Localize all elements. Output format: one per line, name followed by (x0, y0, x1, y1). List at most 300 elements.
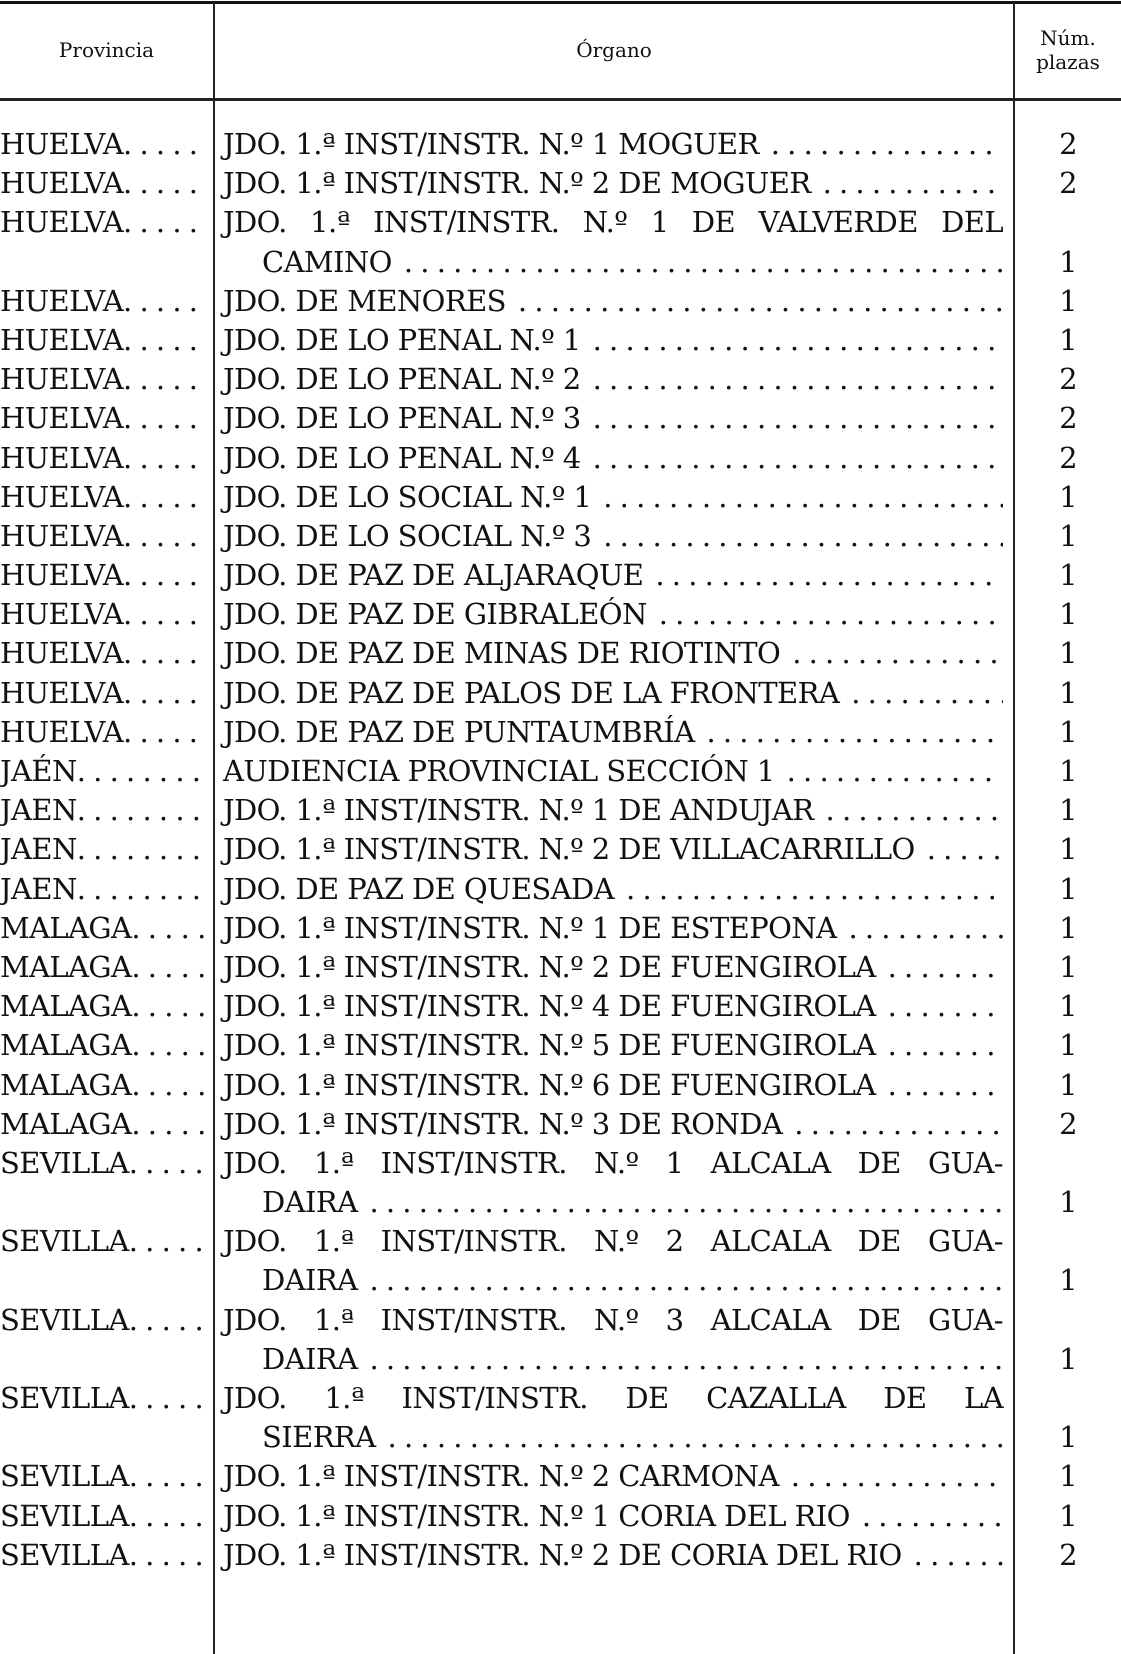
provincia-name: SEVILLA (0, 1381, 129, 1415)
row-line (0, 125, 1121, 164)
header-rule (0, 98, 1121, 101)
row-line (0, 1301, 1121, 1340)
table-row (0, 634, 1121, 673)
provincia-name: MALAGA (0, 1106, 132, 1141)
table-row (0, 1026, 1121, 1065)
table-row (0, 1066, 1121, 1105)
table-row (0, 282, 1121, 321)
table-row (0, 399, 1121, 438)
table-row (0, 752, 1121, 791)
organo-text: JDO. 1.ª INST/INSTR. N.º 1 DE ESTEPONA (223, 910, 837, 945)
table-row (0, 203, 1121, 281)
leader-dots (131, 987, 208, 1026)
provincia-name: HUELVA (0, 322, 124, 357)
leader-dots (792, 634, 1003, 673)
organo-text: JDO. 1.ª INST/INSTR. N.º 2 ALCALA DE GUA- (223, 1224, 1003, 1259)
table-row (0, 909, 1121, 948)
provincia-cell (0, 1105, 208, 1144)
organo-cell (223, 360, 1003, 399)
provincia-name: HUELVA (0, 440, 124, 475)
leader-dots (77, 791, 208, 830)
organo-text: JDO. 1.ª INST/INSTR. N.º 1 DE VALVERDE DEL (223, 205, 1003, 240)
provincia-name: SEVILLA (0, 1459, 129, 1494)
table-row (0, 360, 1121, 399)
leader-dots (129, 1497, 208, 1536)
organo-cell (223, 1497, 1003, 1536)
row-line (0, 517, 1121, 556)
plazas-cell: 1 (1059, 636, 1077, 671)
provincia-name: MALAGA (0, 1067, 132, 1102)
row-line (0, 1497, 1121, 1536)
table-row (0, 713, 1121, 752)
provincia-cell (0, 948, 208, 987)
leader-dots (888, 948, 1003, 987)
leader-dots (123, 203, 208, 242)
leader-dots (123, 282, 208, 321)
plazas-cell: 2 (1059, 1537, 1077, 1572)
leader-dots (123, 399, 208, 438)
plazas-cell: 1 (1059, 1420, 1077, 1455)
organo-cell (223, 1105, 1003, 1144)
leader-dots (388, 1418, 1003, 1457)
leader-dots (659, 595, 1003, 634)
leader-dots (123, 439, 208, 478)
leader-dots (927, 830, 1003, 869)
provincia-name: HUELVA (0, 714, 124, 749)
provincia-cell (0, 713, 208, 752)
table-row (0, 1222, 1121, 1300)
leader-dots (123, 478, 208, 517)
plazas-cell: 1 (1059, 949, 1077, 984)
plazas-cell: 1 (1059, 244, 1077, 279)
row-line (0, 674, 1121, 713)
organo-cell (262, 243, 1003, 282)
organo-cell (262, 1418, 1003, 1457)
leader-dots (888, 987, 1003, 1026)
leader-dots (123, 517, 208, 556)
row-line (0, 399, 1121, 438)
provincia-cell (0, 1222, 208, 1261)
plazas-cell: 1 (1059, 1263, 1077, 1298)
organo-text: JDO. 1.ª INST/INSTR. N.º 4 DE FUENGIROLA (223, 989, 876, 1024)
table-row (0, 1379, 1121, 1457)
table-row (0, 1301, 1121, 1379)
table-row (0, 1536, 1121, 1575)
organo-text: CAMINO (262, 244, 392, 279)
provincia-cell (0, 674, 208, 713)
row-line (0, 203, 1121, 242)
organo-text: JDO. 1.ª INST/INSTR. N.º 3 ALCALA DE GUA- (223, 1302, 1003, 1337)
organo-cell (223, 713, 1003, 752)
provincia-cell (0, 870, 208, 909)
organo-text: JDO. DE PAZ DE PALOS DE LA FRONTERA (223, 675, 840, 710)
provincia-name: JAÉN (0, 754, 77, 788)
provincia-name: HUELVA (0, 479, 124, 514)
provincia-cell (0, 1066, 208, 1105)
row-line (0, 556, 1121, 595)
row-line (0, 1222, 1121, 1261)
provincia-cell (0, 909, 208, 948)
organo-cell (223, 791, 1003, 830)
table-row (0, 791, 1121, 830)
leader-dots (791, 1457, 1003, 1496)
organo-cell (223, 1301, 1003, 1340)
provincia-cell (0, 439, 208, 478)
provincia-name: JAEN (0, 871, 77, 906)
leader-dots (603, 478, 1003, 517)
plazas-cell: 1 (1059, 754, 1077, 788)
provincia-cell (0, 360, 208, 399)
row-line (0, 713, 1121, 752)
table-row (0, 1105, 1121, 1144)
organo-cell (223, 752, 1003, 791)
organo-text: JDO. DE PAZ DE MINAS DE RIOTINTO (223, 636, 781, 671)
row-continuation-line (0, 1261, 1121, 1300)
leader-dots (593, 439, 1003, 478)
leader-dots (787, 752, 1003, 791)
provincia-cell (0, 321, 208, 360)
leader-dots (129, 1222, 208, 1261)
row-line (0, 439, 1121, 478)
provincia-cell (0, 1536, 208, 1575)
header-num-plazas-line2: plazas (1036, 50, 1100, 74)
provincia-name: HUELVA (0, 283, 124, 318)
organo-text: JDO. 1.ª INST/INSTR. N.º 3 DE RONDA (223, 1106, 783, 1141)
organo-cell (223, 282, 1003, 321)
leader-dots (626, 870, 1003, 909)
provincia-name: SEVILLA (0, 1224, 129, 1259)
provincia-cell (0, 830, 208, 869)
organo-cell (223, 478, 1003, 517)
organo-text: JDO. DE PAZ DE QUESADA (223, 871, 615, 906)
row-continuation-line (0, 243, 1121, 282)
plazas-cell: 1 (1059, 322, 1077, 357)
leader-dots (369, 1340, 1003, 1379)
row-line (0, 360, 1121, 399)
table-body (0, 125, 1121, 1575)
organo-cell (223, 517, 1003, 556)
organo-cell (262, 1183, 1003, 1222)
provincia-cell (0, 399, 208, 438)
table-row (0, 439, 1121, 478)
row-line (0, 987, 1121, 1026)
table-row (0, 1497, 1121, 1536)
leader-dots (518, 282, 1003, 321)
organo-text: JDO. 1.ª INST/INSTR. DE CAZALLA DE LA (223, 1381, 1003, 1415)
provincia-name: MALAGA (0, 910, 132, 945)
plazas-cell: 1 (1059, 1459, 1077, 1494)
leader-dots (77, 870, 208, 909)
organo-text: JDO. 1.ª INST/INSTR. N.º 1 ALCALA DE GUA- (223, 1145, 1003, 1180)
row-line (0, 478, 1121, 517)
table-row (0, 478, 1121, 517)
leader-dots (826, 791, 1003, 830)
leader-dots (123, 360, 208, 399)
organo-text: JDO. DE LO SOCIAL N.º 3 (223, 518, 592, 553)
leader-dots (404, 243, 1003, 282)
row-line (0, 164, 1121, 203)
organo-text: JDO. DE LO PENAL N.º 2 (223, 362, 581, 397)
leader-dots (131, 909, 208, 948)
provincia-name: MALAGA (0, 949, 132, 984)
organo-text: JDO. 1.ª INST/INSTR. N.º 5 DE FUENGIROLA (223, 1028, 876, 1063)
table-row (0, 595, 1121, 634)
organo-cell (223, 1379, 1003, 1418)
provincia-cell (0, 987, 208, 1026)
organo-text: JDO. DE PAZ DE ALJARAQUE (223, 558, 644, 593)
row-line (0, 870, 1121, 909)
provincia-name: HUELVA (0, 636, 124, 671)
row-line (0, 1536, 1121, 1575)
provincia-name: HUELVA (0, 675, 124, 710)
provincia-cell (0, 125, 208, 164)
provincia-name: HUELVA (0, 166, 124, 201)
row-line (0, 1379, 1121, 1418)
row-line (0, 1026, 1121, 1065)
plazas-cell: 1 (1059, 910, 1077, 945)
plazas-cell: 1 (1059, 518, 1077, 553)
provincia-cell (0, 1144, 208, 1183)
table-row (0, 556, 1121, 595)
row-line (0, 634, 1121, 673)
plazas-cell: 1 (1059, 597, 1077, 632)
leader-dots (123, 674, 208, 713)
table-row (0, 1457, 1121, 1496)
leader-dots (123, 634, 208, 673)
organo-cell (223, 674, 1003, 713)
provincia-name: HUELVA (0, 401, 124, 436)
provincia-name: HUELVA (0, 518, 124, 553)
organo-text: JDO. DE LO PENAL N.º 3 (223, 401, 581, 436)
leader-dots (131, 1026, 208, 1065)
organo-text: DAIRA (262, 1185, 358, 1220)
plazas-cell: 2 (1059, 1106, 1077, 1141)
provincia-name: SEVILLA (0, 1302, 129, 1337)
row-line (0, 948, 1121, 987)
organo-text: JDO. 1.ª INST/INSTR. N.º 2 DE FUENGIROLA (223, 949, 876, 984)
leader-dots (131, 948, 208, 987)
row-line (0, 791, 1121, 830)
organo-cell (223, 556, 1003, 595)
plazas-cell: 1 (1059, 871, 1077, 906)
organo-text: SIERRA (262, 1420, 376, 1455)
organo-cell (223, 1026, 1003, 1065)
organo-text: JDO. DE LO PENAL N.º 4 (223, 440, 581, 475)
header-num-plazas-line1: Núm. (1040, 26, 1096, 50)
plazas-cell: 1 (1059, 989, 1077, 1024)
leader-dots (848, 909, 1003, 948)
provincia-name: SEVILLA (0, 1145, 129, 1180)
provincia-name: HUELVA (0, 362, 124, 397)
organo-text: JDO. DE MENORES (223, 283, 506, 318)
provincia-name: MALAGA (0, 989, 132, 1024)
leader-dots (77, 752, 208, 791)
row-line (0, 321, 1121, 360)
row-line (0, 909, 1121, 948)
row-line (0, 1457, 1121, 1496)
organo-cell (223, 399, 1003, 438)
row-line (0, 282, 1121, 321)
leader-dots (593, 360, 1003, 399)
leader-dots (129, 1301, 208, 1340)
organo-text: JDO. 1.ª INST/INSTR. N.º 1 MOGUER (223, 127, 759, 161)
provincia-cell (0, 203, 208, 242)
organo-cell (223, 164, 1003, 203)
organo-text: DAIRA (262, 1263, 358, 1298)
organo-cell (223, 634, 1003, 673)
provincia-cell (0, 556, 208, 595)
provincia-cell (0, 634, 208, 673)
organo-text: JDO. 1.ª INST/INSTR. N.º 2 DE CORIA DEL RIO (223, 1537, 902, 1572)
organo-text: JDO. 1.ª INST/INSTR. N.º 6 DE FUENGIROLA (223, 1067, 876, 1102)
leader-dots (129, 1457, 208, 1496)
organo-text: JDO. DE LO SOCIAL N.º 1 (223, 479, 592, 514)
organo-text: JDO. 1.ª INST/INSTR. N.º 1 CORIA DEL RIO (223, 1498, 850, 1533)
leader-dots (369, 1183, 1003, 1222)
leader-dots (129, 1379, 208, 1418)
provincia-cell (0, 1026, 208, 1065)
organo-cell (262, 1261, 1003, 1300)
organo-cell (223, 987, 1003, 1026)
provincia-cell (0, 752, 208, 791)
provincia-cell (0, 478, 208, 517)
row-continuation-line (0, 1183, 1121, 1222)
provincia-name: HUELVA (0, 127, 124, 161)
organo-text: JDO. 1.ª INST/INSTR. N.º 2 DE VILLACARRILLO (223, 832, 915, 867)
organo-cell (223, 125, 1003, 164)
leader-dots (123, 595, 208, 634)
organo-text: JDO. DE PAZ DE PUNTAUMBRÍA (223, 714, 695, 749)
leader-dots (603, 517, 1003, 556)
organo-text: JDO. DE PAZ DE GIBRALEÓN (223, 597, 647, 632)
provincia-cell (0, 1457, 208, 1496)
organo-cell (223, 948, 1003, 987)
table-row (0, 830, 1121, 869)
provincia-cell (0, 164, 208, 203)
plazas-cell: 1 (1059, 1185, 1077, 1220)
table-row (0, 321, 1121, 360)
plazas-cell: 2 (1059, 401, 1077, 436)
table-row (0, 1144, 1121, 1222)
table-row (0, 870, 1121, 909)
organo-cell (223, 830, 1003, 869)
leader-dots (851, 674, 1003, 713)
provincia-name: HUELVA (0, 558, 124, 593)
table-row (0, 125, 1121, 164)
provincia-cell (0, 282, 208, 321)
header-organo: Órgano (576, 38, 652, 62)
leader-dots (655, 556, 1003, 595)
header-provincia: Provincia (58, 38, 155, 62)
plazas-cell: 2 (1059, 440, 1077, 475)
leader-dots (888, 1026, 1003, 1065)
leader-dots (593, 399, 1003, 438)
provincia-name: SEVILLA (0, 1498, 129, 1533)
leader-dots (129, 1536, 208, 1575)
leader-dots (888, 1066, 1003, 1105)
provincia-name: SEVILLA (0, 1537, 129, 1572)
leader-dots (771, 125, 1003, 164)
row-line (0, 1144, 1121, 1183)
plazas-cell: 1 (1059, 1498, 1077, 1533)
organo-cell (223, 321, 1003, 360)
organo-text: JDO. DE LO PENAL N.º 1 (223, 322, 581, 357)
leader-dots (593, 321, 1003, 360)
table-row (0, 674, 1121, 713)
organo-cell (223, 909, 1003, 948)
table-row (0, 948, 1121, 987)
leader-dots (123, 164, 208, 203)
organo-cell (223, 1222, 1003, 1261)
plazas-cell: 1 (1059, 793, 1077, 828)
row-line (0, 1066, 1121, 1105)
organo-text: JDO. 1.ª INST/INSTR. N.º 2 CARMONA (223, 1459, 779, 1494)
provincia-name: HUELVA (0, 205, 124, 240)
provincia-cell (0, 1301, 208, 1340)
table-row (0, 517, 1121, 556)
organo-cell (223, 595, 1003, 634)
provincia-name: JAEN (0, 832, 77, 867)
organo-cell (262, 1340, 1003, 1379)
organo-cell (223, 1066, 1003, 1105)
provincia-cell (0, 595, 208, 634)
plazas-cell: 1 (1059, 832, 1077, 867)
plazas-cell: 1 (1059, 714, 1077, 749)
row-line (0, 752, 1121, 791)
leader-dots (914, 1536, 1003, 1575)
plazas-cell: 1 (1059, 675, 1077, 710)
plazas-cell: 2 (1059, 166, 1077, 201)
plazas-cell: 1 (1059, 1067, 1077, 1102)
row-continuation-line (0, 1340, 1121, 1379)
plazas-cell: 1 (1059, 283, 1077, 318)
leader-dots (123, 713, 208, 752)
provincia-name: JAEN (0, 793, 77, 828)
organo-cell (223, 203, 1003, 242)
provincia-cell (0, 791, 208, 830)
leader-dots (129, 1144, 208, 1183)
leader-dots (862, 1497, 1003, 1536)
leader-dots (123, 321, 208, 360)
leader-dots (369, 1261, 1003, 1300)
organo-text: JDO. 1.ª INST/INSTR. N.º 2 DE MOGUER (223, 166, 811, 201)
provincia-cell (0, 1497, 208, 1536)
leader-dots (131, 1066, 208, 1105)
row-continuation-line (0, 1418, 1121, 1457)
header-num-plazas (1015, 2, 1121, 98)
provincia-cell (0, 517, 208, 556)
organo-text: DAIRA (262, 1341, 358, 1376)
plazas-cell: 1 (1059, 558, 1077, 593)
plazas-cell: 2 (1059, 127, 1077, 161)
provincia-name: MALAGA (0, 1028, 132, 1063)
organo-cell (223, 1144, 1003, 1183)
plazas-cell: 1 (1059, 479, 1077, 514)
organo-cell (223, 870, 1003, 909)
provincia-name: HUELVA (0, 597, 124, 632)
leader-dots (131, 1105, 208, 1144)
organo-cell (223, 439, 1003, 478)
plazas-cell: 2 (1059, 362, 1077, 397)
row-line (0, 595, 1121, 634)
plazas-cell: 1 (1059, 1341, 1077, 1376)
table-row (0, 987, 1121, 1026)
leader-dots (706, 713, 1003, 752)
organo-text: AUDIENCIA PROVINCIAL SECCIÓN 1 (223, 754, 775, 788)
organo-text: JDO. 1.ª INST/INSTR. N.º 1 DE ANDUJAR (223, 793, 814, 828)
leader-dots (77, 830, 208, 869)
leader-dots (794, 1105, 1003, 1144)
